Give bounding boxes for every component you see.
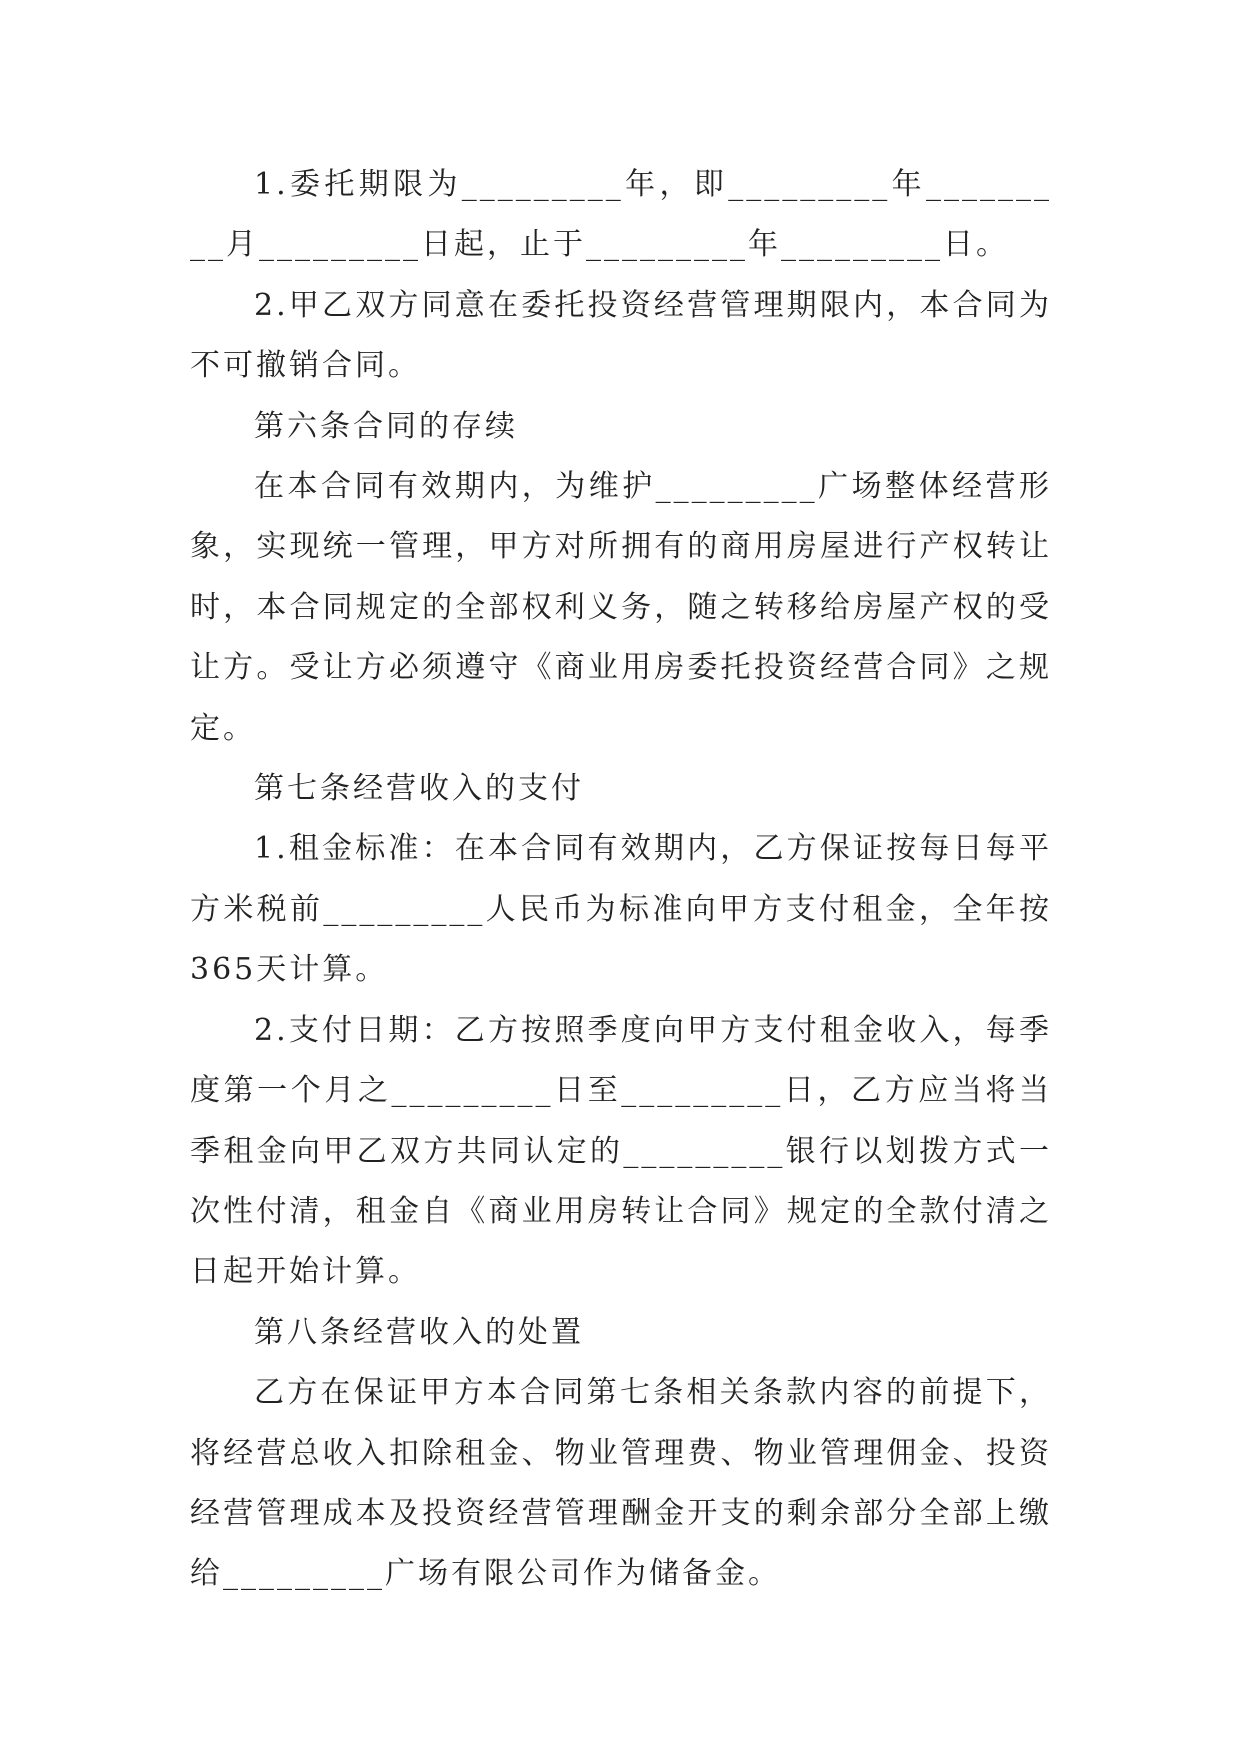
article-6-heading: 第六条合同的存续 — [254, 408, 518, 444]
paragraph-rent-standard: 1.租金标准：在本合同有效期内，乙方保证按每日每平方米税前_________人民币为标准向甲方支付租金，全年按365天计算。 — [190, 831, 1052, 988]
paragraph-term-period: 1.委托期限为_________年，即_________年_________月_________日起，止于_________年_________日。 — [190, 167, 1052, 263]
article-6-body: 在本合同有效期内，为维护_________广场整体经营形象，实现统一管理，甲方对所拥有的商用房屋进行产权转让时，本合同规定的全部权利义务，随之转移给房屋产权的受让方。受让方必须遵守《商业用房委托投资经营合同》之规定。 — [190, 469, 1052, 746]
paragraph-irrevocable: 2.甲乙双方同意在委托投资经营管理期限内，本合同为不可撤销合同。 — [190, 287, 1052, 384]
article-8-body: 乙方在保证甲方本合同第七条相关条款内容的前提下，将经营总收入扣除租金、物业管理费、物业管理佣金、投资经营管理成本及投资经营管理酬金开支的剩余部分全部上缴给_________广场有限公司作为储备金。 — [190, 1375, 1052, 1592]
paragraph-payment-date: 2.支付日期：乙方按照季度向甲方支付租金收入，每季度第一个月之_________日至_________日，乙方应当将当季租金向甲乙双方共同认定的_________银行以划拨方式一次性付清，租金自《商业用房转让合同》规定的全款付清之日起开始计算。 — [190, 1012, 1052, 1290]
document-body — [190, 155, 1052, 1605]
article-7-heading: 第七条经营收入的支付 — [254, 771, 584, 807]
article-8-heading: 第八条经营收入的处置 — [254, 1314, 584, 1350]
